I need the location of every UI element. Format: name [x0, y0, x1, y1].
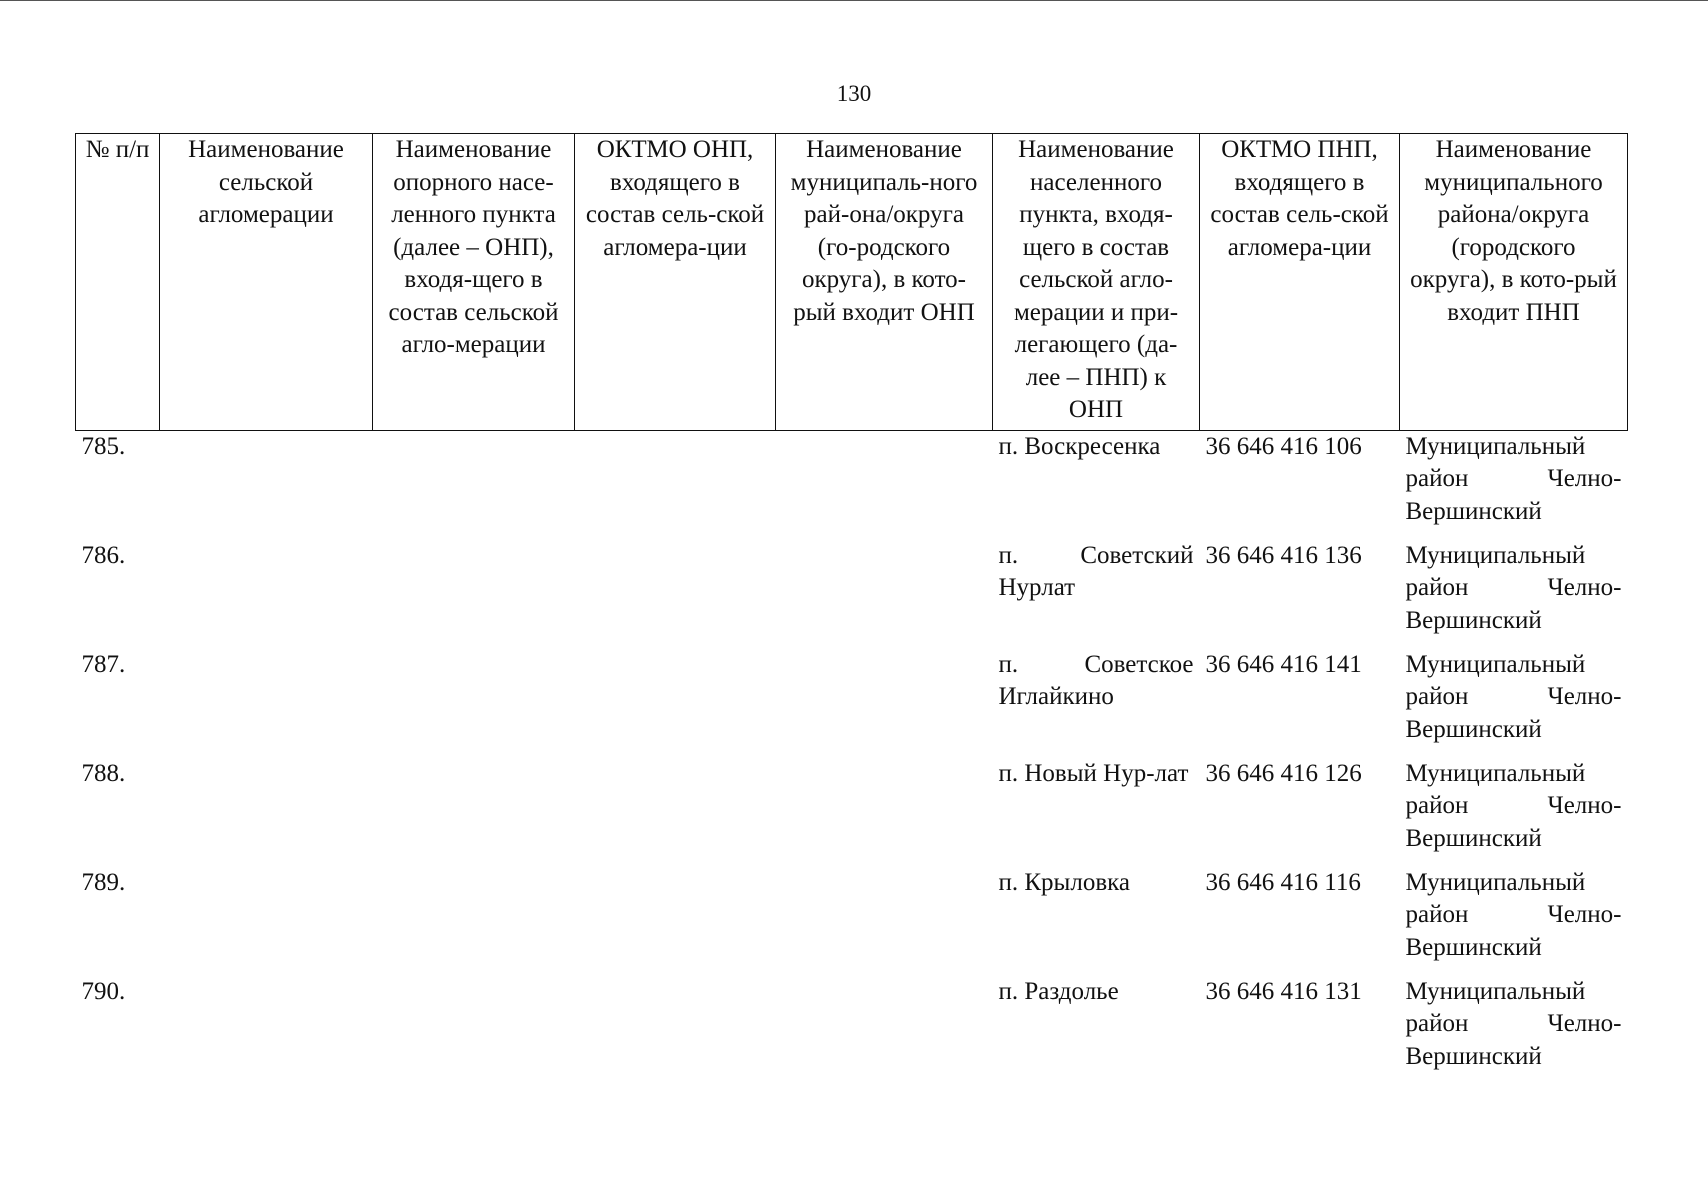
pnp-district-cell: Муниципальный район Челно-Вершинский	[1405, 541, 1622, 634]
onp-oktmo-cell	[575, 430, 776, 540]
onp-cell	[373, 758, 575, 867]
agglomeration-cell	[160, 649, 373, 758]
page-number: 130	[836, 81, 872, 106]
pnp-district-cell: Муниципальный район Челно-Вершинский	[1405, 977, 1622, 1070]
onp-oktmo-cell	[575, 540, 776, 649]
agglomeration-cell	[160, 540, 373, 649]
table-row	[76, 976, 1628, 1085]
pnp-oktmo-cell: 36 646 416 136	[1205, 541, 1362, 569]
agglomeration-table	[75, 133, 1628, 1085]
header-row	[76, 134, 1628, 431]
onp-cell	[373, 430, 575, 540]
onp-district-cell	[776, 649, 993, 758]
agglomeration-cell	[160, 758, 373, 867]
pnp-name-cell: п. Новый Нур-лат	[998, 759, 1189, 787]
table-row	[76, 430, 1628, 540]
pnp-oktmo-cell: 36 646 416 131	[1205, 977, 1362, 1005]
pnp-oktmo-cell: 36 646 416 126	[1205, 759, 1362, 787]
pnp-district-cell: Муниципальный район Челно-Вершинский	[1405, 650, 1622, 743]
row-number: 786.	[81, 541, 126, 569]
header-pnp-district: Наименование муниципального района/округа (городского округа), в кото-рый входит ПНП	[1400, 134, 1628, 431]
onp-district-cell	[776, 540, 993, 649]
row-number: 787.	[81, 650, 126, 678]
pnp-district-cell: Муниципальный район Челно-Вершинский	[1405, 868, 1622, 961]
pnp-name-cell: п. Советский Нурлат	[998, 541, 1194, 601]
onp-oktmo-cell	[575, 649, 776, 758]
row-number: 790.	[81, 977, 126, 1005]
pnp-oktmo-cell: 36 646 416 106	[1205, 432, 1362, 460]
onp-cell	[373, 867, 575, 976]
onp-cell	[373, 649, 575, 758]
agglomeration-cell	[160, 430, 373, 540]
table-body	[76, 430, 1628, 1085]
onp-oktmo-cell	[575, 758, 776, 867]
header-number: № п/п	[76, 134, 160, 431]
table-row	[76, 867, 1628, 976]
table-row	[76, 649, 1628, 758]
agglomeration-cell	[160, 867, 373, 976]
header-pnp-oktmo: ОКТМО ПНП, входящего в состав сель-ской агломера-ции	[1200, 134, 1400, 431]
table-row	[76, 540, 1628, 649]
header-onp-oktmo: ОКТМО ОНП, входящего в состав сель-ской агломера-ции	[575, 134, 776, 431]
table-header	[76, 134, 1628, 431]
pnp-name-cell: п. Советское Иглайкино	[998, 650, 1194, 710]
pnp-district-cell: Муниципальный район Челно-Вершинский	[1405, 432, 1622, 525]
page-top-edge	[0, 0, 1708, 5]
row-number: 788.	[81, 759, 126, 787]
pnp-name-cell: п. Раздолье	[998, 977, 1119, 1005]
header-onp-district: Наименование муниципаль-ного рай-она/округа (го-родского округа), в кото-рый входит ОНП	[776, 134, 993, 431]
onp-district-cell	[776, 758, 993, 867]
pnp-oktmo-cell: 36 646 416 141	[1205, 650, 1362, 678]
onp-cell	[373, 976, 575, 1085]
header-pnp: Наименование населенного пункта, входя-щего в состав сельской агло-мерации и при-легающего (да-лее – ПНП) к ОНП	[993, 134, 1200, 431]
row-number: 785.	[81, 432, 126, 460]
agglomeration-cell	[160, 976, 373, 1085]
pnp-district-cell: Муниципальный район Челно-Вершинский	[1405, 759, 1622, 852]
onp-district-cell	[776, 430, 993, 540]
onp-cell	[373, 540, 575, 649]
pnp-name-cell: п. Крыловка	[998, 868, 1130, 896]
header-agglomeration: Наименование сельской агломерации	[160, 134, 373, 431]
header-onp: Наименование опорного насе-ленного пункта (далее – ОНП), входя-щего в состав сельской агло-мерации	[373, 134, 575, 431]
table-row	[76, 758, 1628, 867]
pnp-oktmo-cell: 36 646 416 116	[1205, 868, 1361, 896]
pnp-name-cell: п. Воскресенка	[998, 432, 1161, 460]
onp-oktmo-cell	[575, 867, 776, 976]
onp-district-cell	[776, 976, 993, 1085]
row-number: 789.	[81, 868, 126, 896]
onp-district-cell	[776, 867, 993, 976]
onp-oktmo-cell	[575, 976, 776, 1085]
